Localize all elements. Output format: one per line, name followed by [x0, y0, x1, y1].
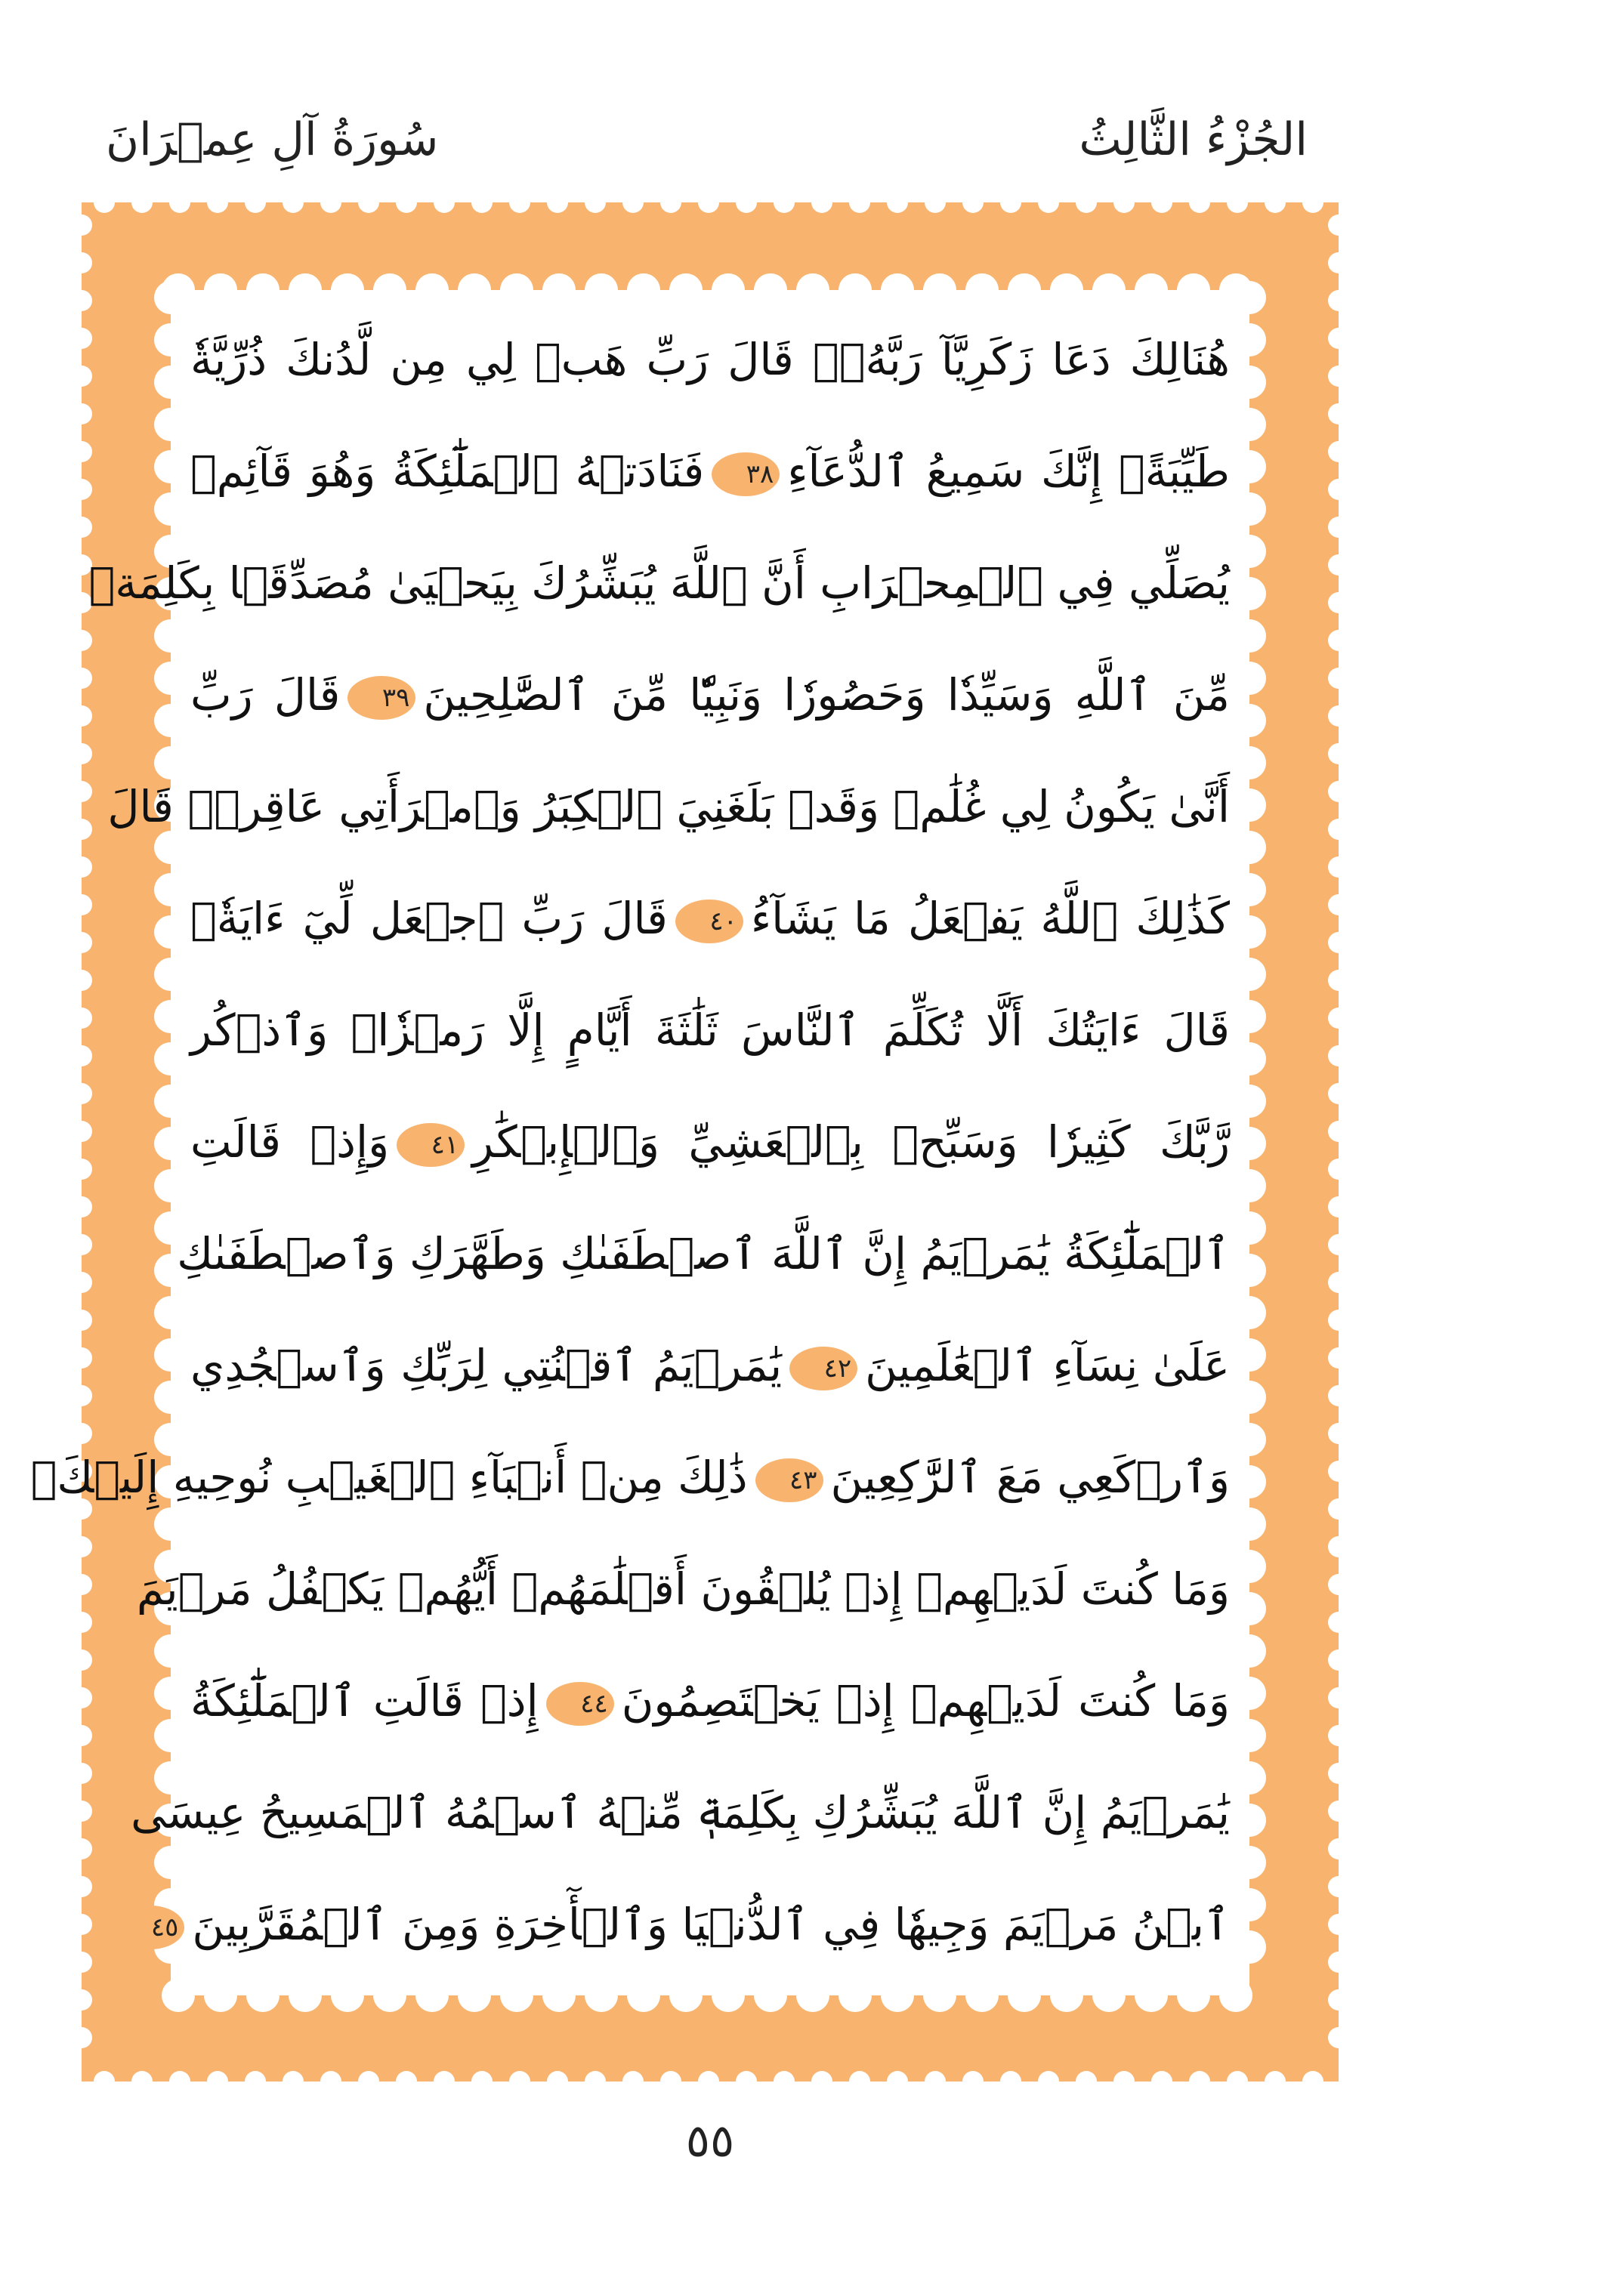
- frame-outer-notch: [1227, 2071, 1248, 2092]
- frame-outer-notch: [71, 479, 92, 500]
- frame-outer-notch: [71, 403, 92, 424]
- verse-text: يَٰمَرۡيَمُ ٱقۡنُتِي لِرَبِّكِ وَٱسۡجُدِي: [190, 1340, 783, 1391]
- verse-text: أَنَّىٰ يَكُونُ لِي غُلَٰمٞ وَقَدۡ بَلَغَنِيَ ٱلۡكِبَرُ وَٱمۡرَأَتِي عَاقِرٞۖ قَالَ: [107, 781, 1230, 832]
- frame-outer-notch: [660, 192, 681, 213]
- verse-text: إِذۡ قَالَتِ ٱلۡمَلَٰٓئِكَةُ: [190, 1675, 539, 1727]
- frame-outer-notch: [1328, 1649, 1349, 1671]
- frame-outer-notch: [71, 1952, 92, 1973]
- frame-outer-notch: [71, 894, 92, 915]
- verse-line: [190, 1319, 1230, 1412]
- ayah-number-marker: ٤٤: [546, 1682, 614, 1726]
- frame-outer-notch: [71, 441, 92, 462]
- frame-outer-notch: [1328, 290, 1349, 311]
- frame-outer-notch: [736, 2071, 757, 2092]
- frame-outer-notch: [1265, 192, 1286, 213]
- frame-outer-notch: [1000, 192, 1021, 213]
- frame-outer-notch: [1328, 819, 1349, 840]
- frame-outer-notch: [1189, 2071, 1210, 2092]
- frame-outer-notch: [94, 192, 115, 213]
- frame-outer-notch: [698, 2071, 719, 2092]
- frame-outer-notch: [320, 2071, 341, 2092]
- frame-outer-notch: [1328, 1536, 1349, 1557]
- frame-outer-notch: [71, 1612, 92, 1633]
- frame-outer-notch: [283, 192, 304, 213]
- frame-outer-notch: [1328, 1083, 1349, 1104]
- verse-text: قَالَ رَبِّ ٱجۡعَل لِّيٓ ءَايَةٗۖ: [190, 893, 668, 944]
- frame-outer-notch: [962, 192, 984, 213]
- frame-outer-notch: [169, 2071, 190, 2092]
- frame-outer-notch: [1328, 1763, 1349, 1784]
- frame-outer-notch: [71, 819, 92, 840]
- frame-outer-notch: [1328, 1423, 1349, 1444]
- frame-outer-notch: [1328, 1008, 1349, 1029]
- frame-outer-notch: [169, 192, 190, 213]
- frame-outer-notch: [849, 2071, 870, 2092]
- frame-outer-notch: [1328, 1876, 1349, 1897]
- frame-outer-notch: [71, 1989, 92, 2011]
- frame-outer-notch: [1328, 1045, 1349, 1066]
- frame-outer-notch: [1328, 1989, 1349, 2011]
- frame-outer-notch: [320, 192, 341, 213]
- frame-outer-notch: [1328, 894, 1349, 915]
- frame-outer-notch: [774, 2071, 795, 2092]
- frame-outer-notch: [1328, 1687, 1349, 1708]
- verse-text: قَالَ ءَايَتُكَ أَلَّا تُكَلِّمَ ٱلنَّاسَ ثَلَٰثَةَ أَيَّامٍ إِلَّا رَمۡزٗاۗ وَٱذۡكُر: [190, 1004, 1230, 1056]
- verse-text: وَإِذۡ قَالَتِ: [190, 1116, 390, 1168]
- ayah-number-marker: ٤١: [397, 1123, 465, 1167]
- frame-outer-notch: [71, 781, 92, 802]
- frame-outer-notch: [71, 1649, 92, 1671]
- frame-outer-notch: [1076, 192, 1097, 213]
- frame-outer-notch: [1328, 630, 1349, 651]
- frame-outer-notch: [1328, 668, 1349, 689]
- frame-outer-notch: [1328, 403, 1349, 424]
- frame-outer-notch: [547, 2071, 568, 2092]
- frame-outer-notch: [71, 1196, 92, 1217]
- frame-outer-notch: [1328, 252, 1349, 273]
- frame-outer-notch: [71, 1725, 92, 1746]
- frame-outer-notch: [1328, 328, 1349, 349]
- frame-outer-notch: [396, 192, 417, 213]
- frame-outer-notch: [774, 192, 795, 213]
- frame-outer-notch: [71, 1121, 92, 1142]
- frame-outer-notch: [1189, 192, 1210, 213]
- frame-outer-notch: [849, 192, 870, 213]
- frame-outer-notch: [736, 192, 757, 213]
- frame-outer-notch: [71, 1838, 92, 1859]
- frame-outer-notch: [962, 2071, 984, 2092]
- frame-outer-notch: [71, 1347, 92, 1369]
- verse-line: [177, 1207, 1230, 1301]
- frame-outer-notch: [71, 1272, 92, 1293]
- ayah-number-marker: ٤٣: [755, 1458, 823, 1502]
- frame-outer-notch: [811, 192, 832, 213]
- verse-text: ٱبۡنُ مَرۡيَمَ وَجِيهٗا فِي ٱلدُّنۡيَا وَٱلۡأٓخِرَةِ وَمِنَ ٱلۡمُقَرَّبِينَ: [192, 1899, 1230, 1950]
- frame-outer-notch: [1328, 1385, 1349, 1406]
- frame-outer-notch: [1038, 192, 1059, 213]
- frame-outer-notch: [811, 2071, 832, 2092]
- verse-line: [107, 760, 1230, 853]
- frame-outer-notch: [1302, 192, 1323, 213]
- frame-outer-notch: [71, 2027, 92, 2048]
- frame-outer-notch: [71, 328, 92, 349]
- frame-outer-notch: [925, 2071, 946, 2092]
- ayah-number-marker: ٤٠: [675, 900, 743, 943]
- frame-outer-notch: [71, 1234, 92, 1255]
- ayah-number-marker: ٤٥: [116, 1906, 184, 1949]
- frame-outer-notch: [71, 1876, 92, 1897]
- verse-line: [150, 1878, 1230, 1971]
- frame-outer-notch: [1328, 1574, 1349, 1595]
- frame-outer-notch: [71, 517, 92, 538]
- frame-outer-notch: [71, 1914, 92, 1935]
- frame-outer-notch: [71, 1574, 92, 1595]
- frame-outer-notch: [1328, 1272, 1349, 1293]
- frame-outer-notch: [698, 192, 719, 213]
- frame-outer-notch: [1328, 2027, 1349, 2048]
- ayah-number-marker: ٣٨: [712, 452, 780, 496]
- verse-line: [131, 1766, 1230, 1859]
- frame-outer-notch: [1328, 705, 1349, 727]
- frame-outer-notch: [585, 2071, 606, 2092]
- frame-outer-notch: [245, 2071, 266, 2092]
- frame-outer-notch: [71, 1045, 92, 1066]
- frame-outer-notch: [434, 2071, 455, 2092]
- frame-outer-notch: [622, 2071, 644, 2092]
- frame-outer-notch: [358, 192, 379, 213]
- verse-text: وَٱرۡكَعِي مَعَ ٱلرَّٰكِعِينَ: [830, 1452, 1230, 1503]
- frame-outer-notch: [1113, 192, 1135, 213]
- frame-outer-notch: [71, 1159, 92, 1180]
- frame-outer-notch: [1328, 1612, 1349, 1633]
- frame-outer-notch: [622, 192, 644, 213]
- frame-outer-notch: [71, 970, 92, 991]
- verse-text: وَمَا كُنتَ لَدَيۡهِمۡ إِذۡ يَخۡتَصِمُونَ: [621, 1675, 1230, 1727]
- frame-outer-notch: [71, 1536, 92, 1557]
- decorative-page-frame: [30, 202, 1339, 2082]
- frame-outer-notch: [1151, 2071, 1172, 2092]
- frame-outer-notch: [1038, 2071, 1059, 2092]
- frame-outer-notch: [887, 2071, 908, 2092]
- frame-outer-notch: [71, 932, 92, 953]
- frame-outer-notch: [1328, 1725, 1349, 1746]
- frame-outer-notch: [1328, 1196, 1349, 1217]
- frame-outer-notch: [1328, 1234, 1349, 1255]
- frame-outer-notch: [1328, 517, 1349, 538]
- verse-line: [136, 1542, 1230, 1636]
- frame-outer-notch: [1328, 1914, 1349, 1935]
- frame-outer-notch: [71, 1310, 92, 1331]
- frame-outer-notch: [71, 290, 92, 311]
- frame-outer-notch: [71, 1687, 92, 1708]
- frame-outer-notch: [1328, 1461, 1349, 1482]
- verse-text: عَلَىٰ نِسَآءِ ٱلۡعَٰلَمِينَ: [865, 1340, 1230, 1391]
- verse-text: يَٰمَرۡيَمُ إِنَّ ٱللَّهَ يُبَشِّرُكِ بِكَلِمَةٖ مِّنۡهُ ٱسۡمُهُ ٱلۡمَسِيحُ عِيسَى: [131, 1787, 1230, 1838]
- juz-title: الجُزْءُ الثَّالِثُ: [1079, 113, 1308, 166]
- frame-outer-notch: [71, 1008, 92, 1029]
- frame-outer-notch: [509, 192, 530, 213]
- verse-text: طَيِّبَةًۖ إِنَّكَ سَمِيعُ ٱلدُّعَآءِ: [787, 446, 1230, 497]
- frame-outer-notch: [509, 2071, 530, 2092]
- frame-outer-notch: [94, 2071, 115, 2092]
- frame-outer-notch: [1328, 214, 1349, 236]
- frame-outer-notch: [283, 2071, 304, 2092]
- frame-outer-notch: [547, 192, 568, 213]
- frame-outer-notch: [245, 192, 266, 213]
- frame-outer-notch: [1328, 932, 1349, 953]
- frame-outer-notch: [1000, 2071, 1021, 2092]
- frame-outer-notch: [71, 856, 92, 878]
- page-number: ٥٥: [685, 2115, 735, 2168]
- verse-text: هُنَالِكَ دَعَا زَكَرِيَّآ رَبَّهُۥۖ قَالَ رَبِّ هَبۡ لِي مِن لَّدُنكَ ذُرِّيَّةٗ: [190, 334, 1230, 385]
- frame-outer-notch: [1076, 2071, 1097, 2092]
- frame-outer-notch: [1328, 1310, 1349, 1331]
- frame-outer-notch: [1328, 554, 1349, 576]
- frame-outer-notch: [1328, 970, 1349, 991]
- frame-outer-notch: [71, 252, 92, 273]
- frame-outer-notch: [1328, 1498, 1349, 1520]
- frame-outer-notch: [471, 2071, 493, 2092]
- frame-outer-notch: [1328, 366, 1349, 387]
- frame-outer-notch: [1328, 479, 1349, 500]
- frame-outer-notch: [207, 192, 228, 213]
- frame-outer-notch: [71, 366, 92, 387]
- frame-outer-notch: [1328, 592, 1349, 613]
- frame-outer-notch: [1328, 1952, 1349, 1973]
- frame-outer-notch: [471, 192, 493, 213]
- frame-outer-notch: [1328, 1838, 1349, 1859]
- frame-outer-notch: [1151, 192, 1172, 213]
- verse-line: [190, 983, 1230, 1077]
- frame-outer-notch: [71, 1385, 92, 1406]
- verse-line: [190, 1095, 1230, 1189]
- surah-title: سُورَةُ آلِ عِمۡرَانَ: [106, 113, 439, 166]
- frame-outer-notch: [925, 192, 946, 213]
- ayah-number-marker: ٣٩: [347, 676, 415, 720]
- verse-text: فَنَادَتۡهُ ٱلۡمَلَٰٓئِكَةُ وَهُوَ قَآئِمٞ: [190, 446, 705, 497]
- verse-line: [30, 1430, 1230, 1524]
- verse-text: ذَٰلِكَ مِنۡ أَنۢبَآءِ ٱلۡغَيۡبِ نُوحِيهِ إِلَيۡكَۚ: [30, 1452, 748, 1503]
- verse-text: مِّنَ ٱللَّهِ وَسَيِّدٗا وَحَصُورٗا وَنَبِيّٗا مِّنَ ٱلصَّٰلِحِينَ: [423, 669, 1230, 721]
- verse-text: يُصَلِّي فِي ٱلۡمِحۡرَابِ أَنَّ ٱللَّهَ يُبَشِّرُكَ بِيَحۡيَىٰ مُصَدِّقَۢا بِكَلِمَةٖ: [88, 557, 1230, 609]
- verse-line: [190, 424, 1230, 518]
- frame-outer-notch: [1328, 1159, 1349, 1180]
- frame-outer-notch: [1265, 2071, 1286, 2092]
- frame-outer-notch: [1328, 781, 1349, 802]
- frame-outer-notch: [207, 2071, 228, 2092]
- frame-outer-notch: [1328, 1121, 1349, 1142]
- frame-outer-notch: [1328, 1347, 1349, 1369]
- ayah-number-marker: ٤٢: [789, 1347, 857, 1390]
- frame-outer-notch: [887, 192, 908, 213]
- verse-line: [190, 872, 1230, 965]
- frame-outer-notch: [1328, 743, 1349, 764]
- frame-outer-notch: [396, 2071, 417, 2092]
- frame-outer-notch: [71, 668, 92, 689]
- frame-outer-notch: [71, 1763, 92, 1784]
- frame-outer-notch: [131, 2071, 153, 2092]
- verse-line: [190, 648, 1230, 742]
- frame-outer-notch: [71, 630, 92, 651]
- frame-outer-notch: [358, 2071, 379, 2092]
- verse-text: وَمَا كُنتَ لَدَيۡهِمۡ إِذۡ يُلۡقُونَ أَقۡلَٰمَهُمۡ أَيُّهُمۡ يَكۡفُلُ مَرۡيَمَ: [136, 1563, 1230, 1615]
- frame-outer-notch: [131, 192, 153, 213]
- frame-outer-notch: [71, 1083, 92, 1104]
- quran-text-panel: [30, 290, 1249, 1995]
- frame-outer-notch: [1328, 856, 1349, 878]
- frame-outer-notch: [1328, 441, 1349, 462]
- frame-outer-notch: [585, 192, 606, 213]
- frame-outer-notch: [71, 705, 92, 727]
- verse-text: رَّبَّكَ كَثِيرٗا وَسَبِّحۡ بِٱلۡعَشِيِّ وَٱلۡإِبۡكَٰرِ: [472, 1116, 1230, 1168]
- verse-line: [190, 1654, 1230, 1748]
- frame-outer-notch: [71, 743, 92, 764]
- frame-outer-notch: [71, 1801, 92, 1822]
- frame-outer-notch: [1227, 192, 1248, 213]
- frame-outer-notch: [1328, 1801, 1349, 1822]
- verse-text: ٱلۡمَلَٰٓئِكَةُ يَٰمَرۡيَمُ إِنَّ ٱللَّهَ ٱصۡطَفَىٰكِ وَطَهَّرَكِ وَٱصۡطَفَىٰكِ: [177, 1228, 1230, 1279]
- frame-outer-notch: [660, 2071, 681, 2092]
- frame-outer-notch: [71, 214, 92, 236]
- frame-outer-notch: [434, 192, 455, 213]
- verse-line: [190, 313, 1230, 406]
- frame-outer-notch: [1302, 2071, 1323, 2092]
- verse-text: قَالَ رَبِّ: [190, 669, 341, 721]
- verse-line: [88, 536, 1230, 630]
- frame-outer-notch: [1113, 2071, 1135, 2092]
- verse-text: كَذَٰلِكَ ٱللَّهُ يَفۡعَلُ مَا يَشَآءُ: [750, 893, 1230, 944]
